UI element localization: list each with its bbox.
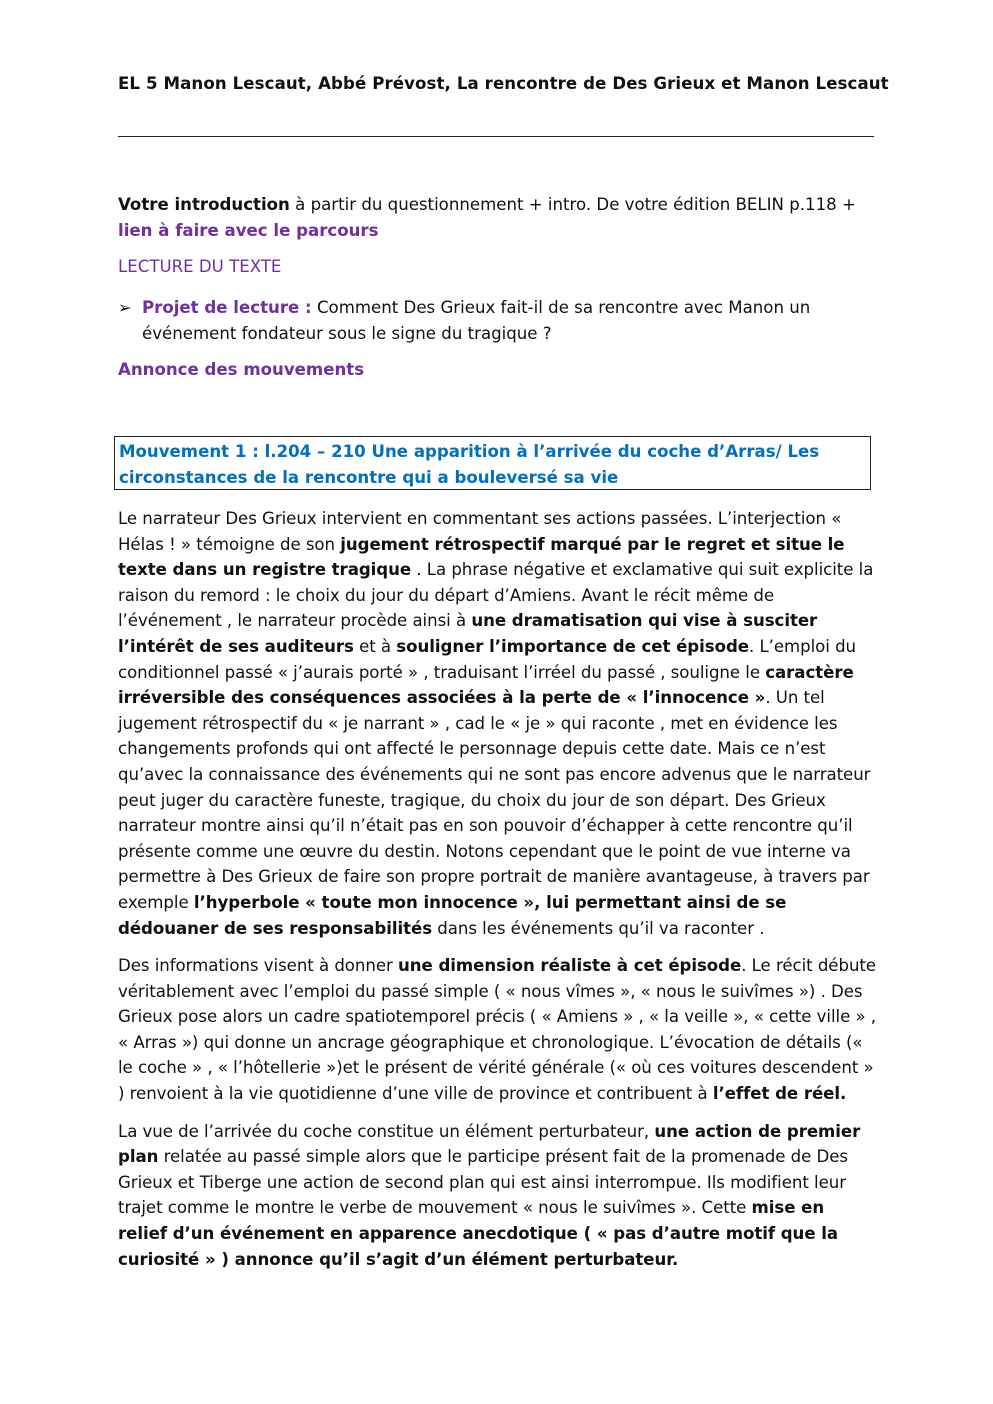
document-title: EL 5 Manon Lescaut, Abbé Prévost, La rencontre de Des Grieux et Manon Lescaut — [118, 74, 889, 93]
emphasis-text: une action de premier plan — [118, 1121, 861, 1167]
body-text: . La phrase négative et exclamative qui suit explicite la raison du remord : le choix du jour du départ d’Amiens. Avant le récit même de l’événement , le narrateur procède ainsi à — [118, 560, 874, 631]
paragraph-2 — [118, 953, 878, 1107]
body-text: Le narrateur Des Grieux intervient en commentant ses actions passées. L’interjection « Hélas ! » témoigne de son — [118, 509, 842, 554]
header-divider — [118, 136, 874, 137]
body-text: La vue de l’arrivée du coche constitue un élément perturbateur, — [118, 1121, 655, 1141]
body-text: dans les événements qu’il va raconter . — [432, 918, 765, 938]
body-text: relatée au passé simple alors que le participe présent fait de la promenade de Des Grieux et Tiberge une action de second plan qui est ainsi interrompue. Ils modifient leur trajet comme le montre le verbe de mouvement « nous le suivîmes ». Cette — [118, 1147, 849, 1218]
emphasis-text: une dimension réaliste à cet épisode — [398, 956, 742, 976]
lecture-heading: LECTURE DU TEXTE — [118, 257, 282, 276]
paragraph-1 — [118, 506, 878, 941]
emphasis-text: jugement rétrospectif marqué par le regret et situe le texte dans un registre tragique — [118, 534, 845, 580]
intro-bold-lead: Votre introduction — [118, 195, 290, 214]
body-text: et à — [353, 636, 397, 656]
body-text: . Un tel jugement rétrospectif du « je narrant » , cad le « je » qui raconte , met en évidence les changements profonds qui ont affecté le personnage depuis cette date. Mais ce n’est qu’avec la connaissance des événements qui ne sont pas encore advenus que le narrateur peut juger du caractère funeste, tragique, du choix du jour de son départ. Des Grieux narrateur montre ainsi qu’il n’était pas en son pouvoir d’échapper à cette rencontre qu’il présente comme une œuvre du destin. Notons cependant que le point de vue interne va permettre à Des Grieux de faire son propre portrait de manière avantageuse, à travers par exemple — [118, 688, 871, 912]
emphasis-text: l’effet de réel. — [712, 1084, 847, 1104]
projet-question: Comment Des Grieux fait-il de sa rencontre avec Manon un événement fondateur sous le signe du tragique ? — [142, 298, 811, 343]
emphasis-text: mise en relief d’un événement en apparence anecdotique ( « pas d’autre motif que la curiosité » ) annonce qu’il s’agit d’un élément perturbateur. — [118, 1198, 839, 1269]
emphasis-text: l’hyperbole « toute mon innocence », lui permettant ainsi de se dédouaner de ses responsabilités — [118, 892, 787, 938]
intro-text: à partir du questionnement + intro. De votre édition BELIN p.118 + — [289, 195, 856, 214]
arrow-bullet-icon: ➢ — [118, 298, 132, 317]
projet-de-lecture — [118, 295, 876, 347]
emphasis-text: caractère irréversible des conséquences associées à la perte de « l’innocence » — [118, 662, 854, 708]
projet-label: Projet de lecture : — [142, 298, 312, 317]
emphasis-text: souligner l’importance de cet épisode — [396, 636, 749, 656]
introduction-paragraph — [118, 192, 874, 244]
paragraph-3 — [118, 1119, 878, 1273]
annonce-heading: Annonce des mouvements — [118, 360, 365, 379]
intro-parcours-link: lien à faire avec le parcours — [118, 221, 379, 240]
body-text: . L’emploi du conditionnel passé « j’aurais porté » , traduisant l’irréel du passé , souligne le — [118, 636, 857, 682]
mouvement-1-box: Mouvement 1 : l.204 – 210 Une apparition à l’arrivée du coche d’Arras/ Les circonstances de la rencontre qui a bouleversé sa vie — [114, 436, 871, 490]
body-text: Des informations visent à donner — [118, 956, 398, 976]
emphasis-text: une dramatisation qui vise à susciter l’intérêt de ses auditeurs — [118, 611, 818, 656]
body-text: . Le récit débute véritablement avec l’emploi du passé simple ( « nous vîmes », « nous le suivîmes ») . Des Grieux pose alors un cadre spatiotemporel précis ( « Amiens » , « la veille », « cette ville » , « Arras ») qui donne un ancrage géographique et chronologique. L’évocation de détails (« le coche » , « l’hôtellerie »)et le présent de vérité générale (« où ces voitures descendent » ) renvoient à la vie quotidienne d’une ville de province et contribuent à — [118, 956, 877, 1104]
analysis-body — [118, 506, 878, 1284]
